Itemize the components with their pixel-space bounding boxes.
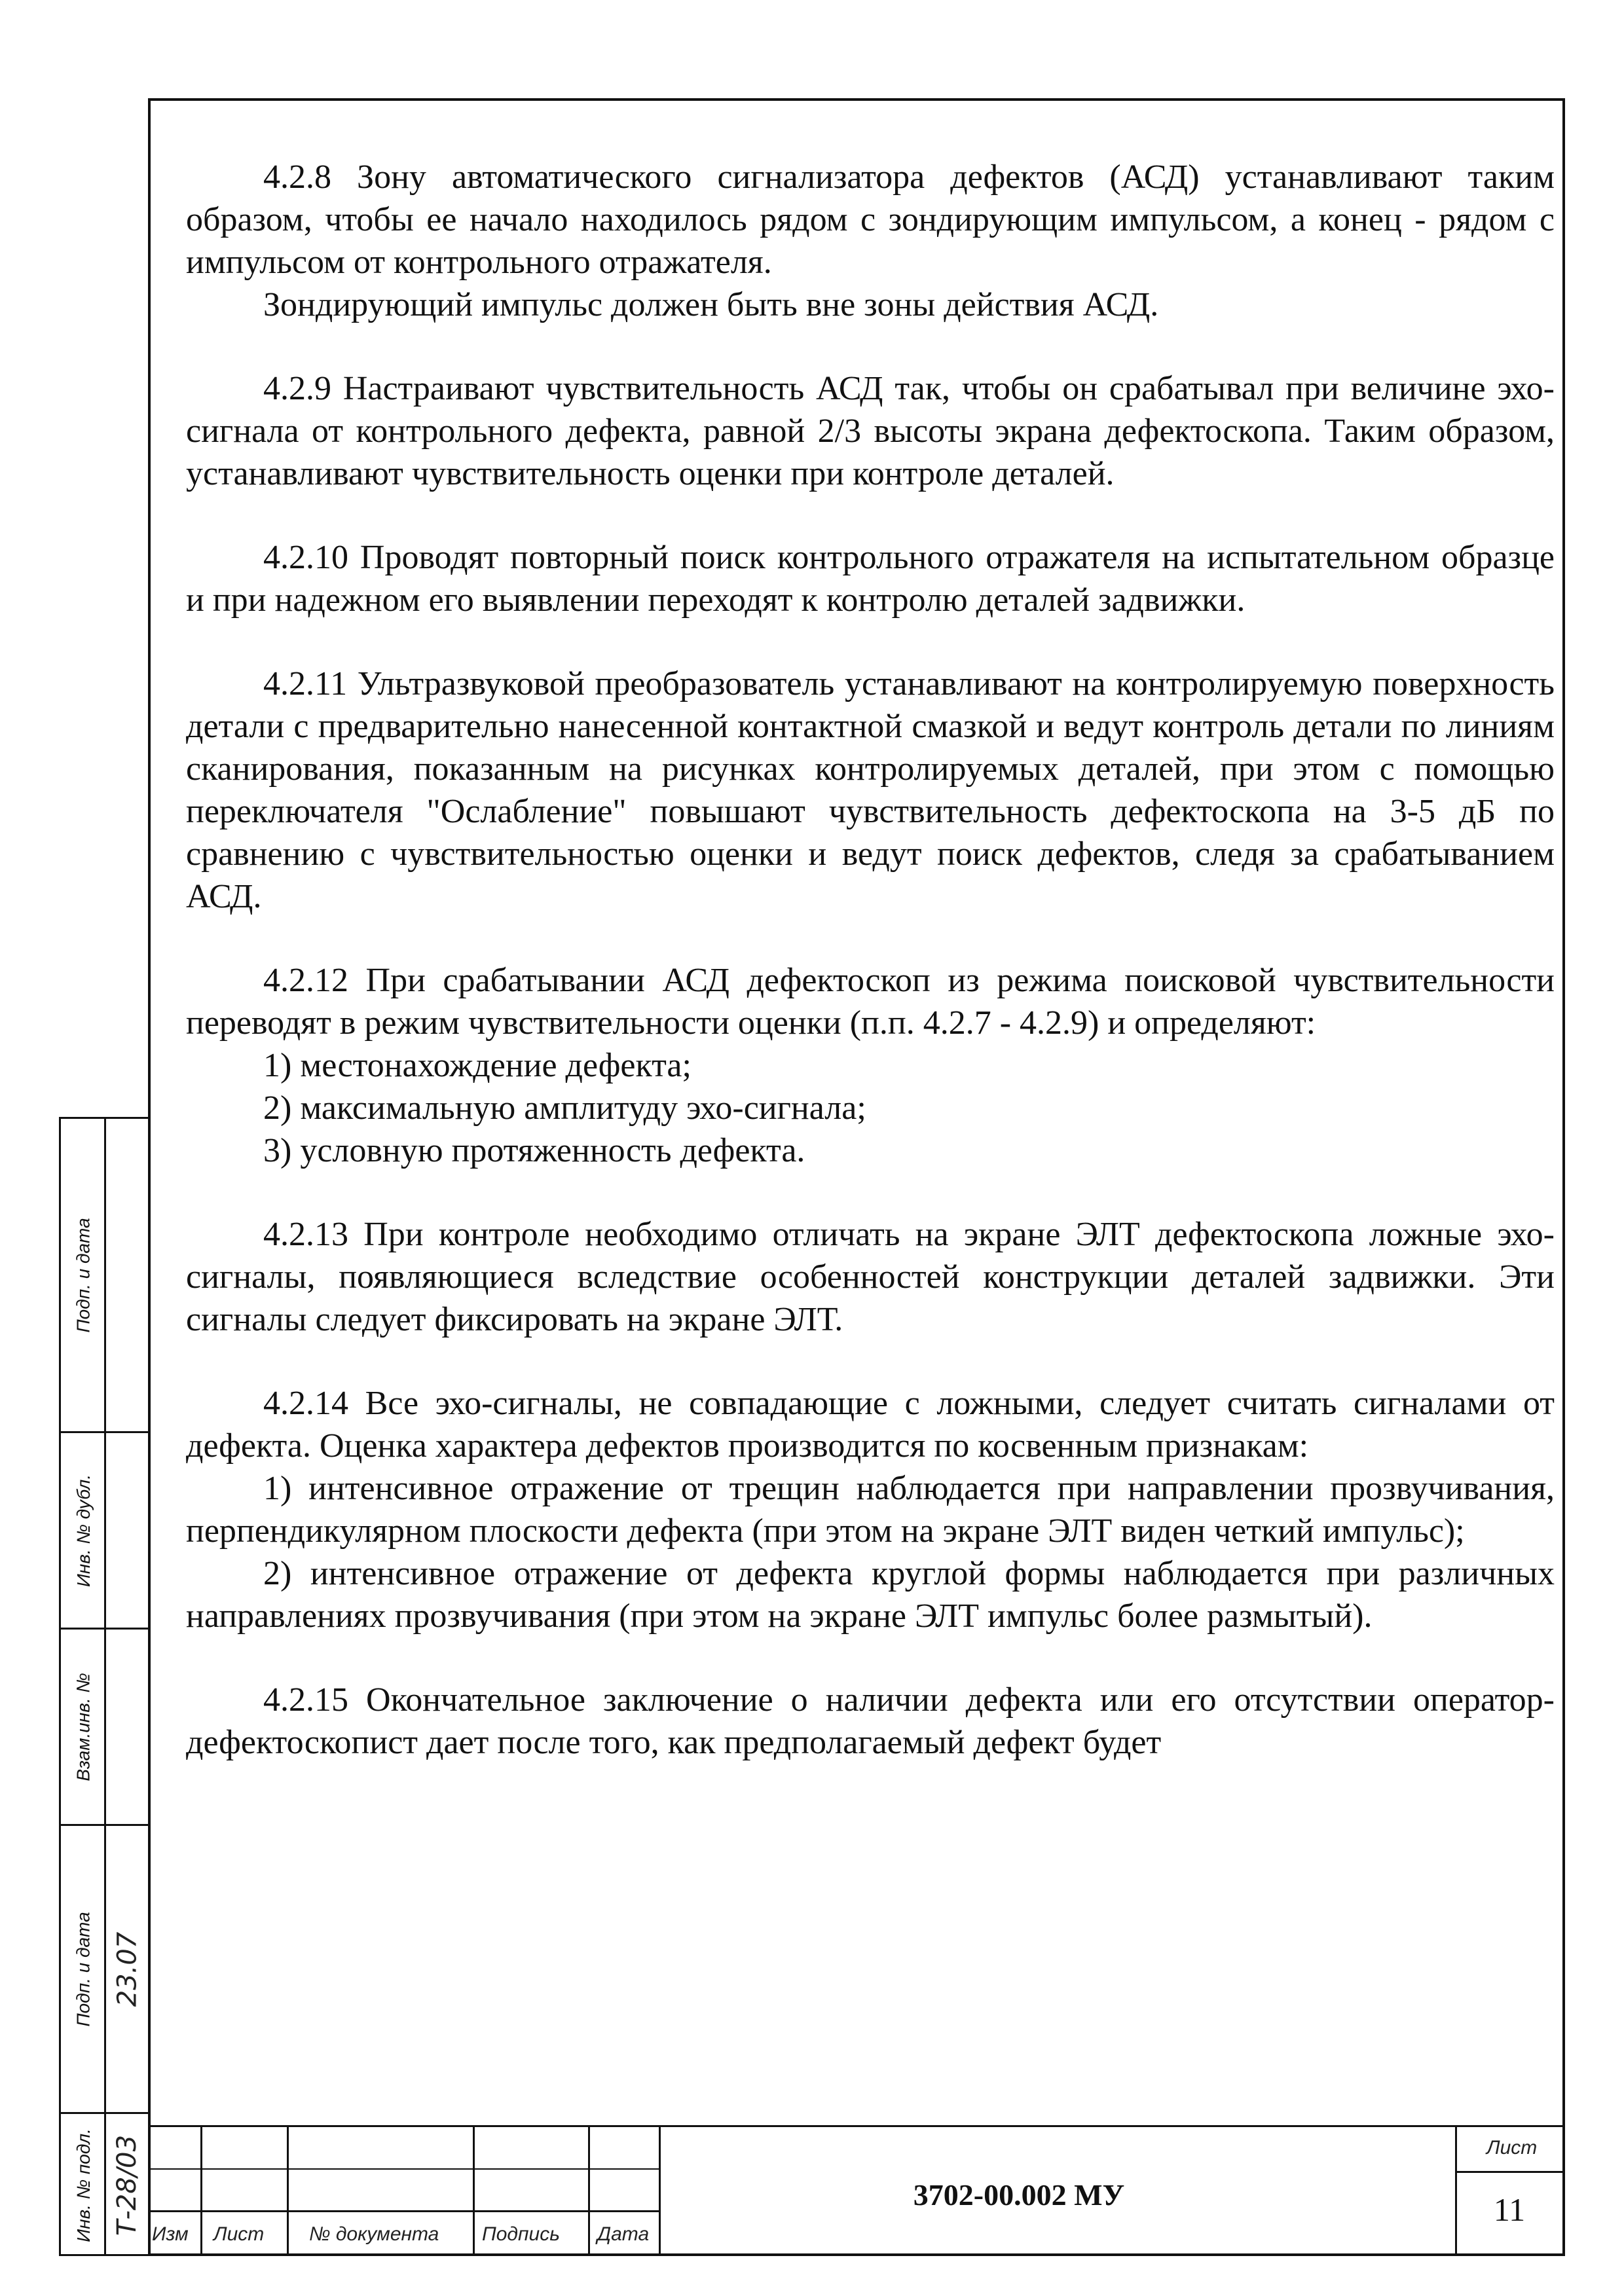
list-item: 3) условную протяженность дефекта. [263,1132,805,1169]
list-item: 2) интенсивное отражение от дефекта круглой формы наблюдается при различных направлениях прозвучивания (при этом на экране ЭЛТ импульс более размытый). [186,1555,1555,1635]
paragraph-4-2-8-note: Зондирующий импульс должен быть вне зоны действия АСД. [263,286,1159,323]
paragraph-4-2-10: 4.2.10 Проводят повторный поиск контрольного отражателя на испытательном образце и при надежном его выявлении переходят к контролю деталей задвижки. [186,539,1555,619]
label-list: Лист [213,2223,265,2245]
stamp-label: Инв. № дубл. [73,1474,94,1587]
stamp-cell-inv-dubl [61,1433,148,1630]
document-body [186,156,1555,1764]
label-date: Дата [597,2223,650,2245]
stamp-label: Инв. № подл. [73,2128,94,2242]
stamp-cell-podp-data [61,1119,148,1433]
stamp-value: 23.07 [112,1931,143,2007]
title-block [148,2125,1565,2256]
paragraph-4-2-9: 4.2.9 Настраивают чувствительность АСД так, чтобы он срабатывал при величине эхо-сигнала от контрольного дефекта, равной 2/3 высоты экрана дефектоскопа. Таким образом, устанавливают чувствительность оценки при контроле деталей. [186,370,1555,492]
sheet-number: 11 [1493,2191,1526,2228]
margin-stamp [59,1117,148,2256]
stamp-cell-podp-data-2 [61,1826,148,2114]
list-item: 1) местонахождение дефекта; [263,1047,692,1084]
paragraph-4-2-14: 4.2.14 Все эхо-сигналы, не совпадающие с ложными, следует считать сигналами от дефекта. Оценка характера дефектов производится по косвенным признакам: [186,1385,1555,1465]
stamp-cell-inv-podl [61,2114,148,2256]
label-signature: Подпись [482,2223,560,2245]
list-item: 1) интенсивное отражение от трещин наблюдается при направлении прозвучивания, перпендикулярном плоскости дефекта (при этом на экране ЭЛТ виден четкий импульс); [186,1470,1555,1550]
paragraph-4-2-15: 4.2.15 Окончательное заключение о наличии дефекта или его отсутствии оператор-дефектоскопист дает после того, как предполагаемый дефект будет [186,1681,1555,1761]
label-document-number: № документа [309,2223,439,2245]
stamp-label: Подп. и дата [73,1911,94,2027]
document-code: 3702-00.002 МУ [913,2178,1125,2212]
list-item: 2) максимальную амплитуду эхо-сигнала; [263,1089,866,1127]
stamp-label: Взам.инв. № [73,1672,94,1781]
paragraph-4-2-13: 4.2.13 При контроле необходимо отличать на экране ЭЛТ дефектоскопа ложные эхо-сигналы, появляющиеся вследствие особенностей конструкции деталей задвижки. Эти сигналы следует фиксировать на экране ЭЛТ. [186,1216,1555,1338]
paragraph-4-2-12: 4.2.12 При срабатывании АСД дефектоскоп из режима поисковой чувствительности переводят в режим чувствительности оценки (п.п. 4.2.7 - 4.2.9) и определяют: [186,962,1555,1042]
label-sheet: Лист [1486,2137,1538,2159]
label-izm: Изм [152,2223,189,2245]
stamp-label: Подп. и дата [73,1217,94,1333]
stamp-cell-vzam-inv [61,1630,148,1826]
paragraph-4-2-8: 4.2.8 Зону автоматического сигнализатора дефектов (АСД) устанавливают таким образом, чтобы ее начало находилось рядом с зондирующим импульсом, а конец - рядом с импульсом от контрольного отражателя. [186,158,1555,281]
stamp-value: Т-28/03 [112,2134,143,2236]
paragraph-4-2-11: 4.2.11 Ультразвуковой преобразователь устанавливают на контролируемую поверхность детали с предварительно нанесенной контактной смазкой и ведут контроль детали по линиям сканирования, показанным на рисунках контролируемых деталей, при этом с помощью переключателя "Ослабление" повышают чувствительность дефектоскопа на 3-5 дБ по сравнению с чувствительностью оценки и ведут поиск дефектов, следя за срабатыванием АСД. [186,665,1555,915]
